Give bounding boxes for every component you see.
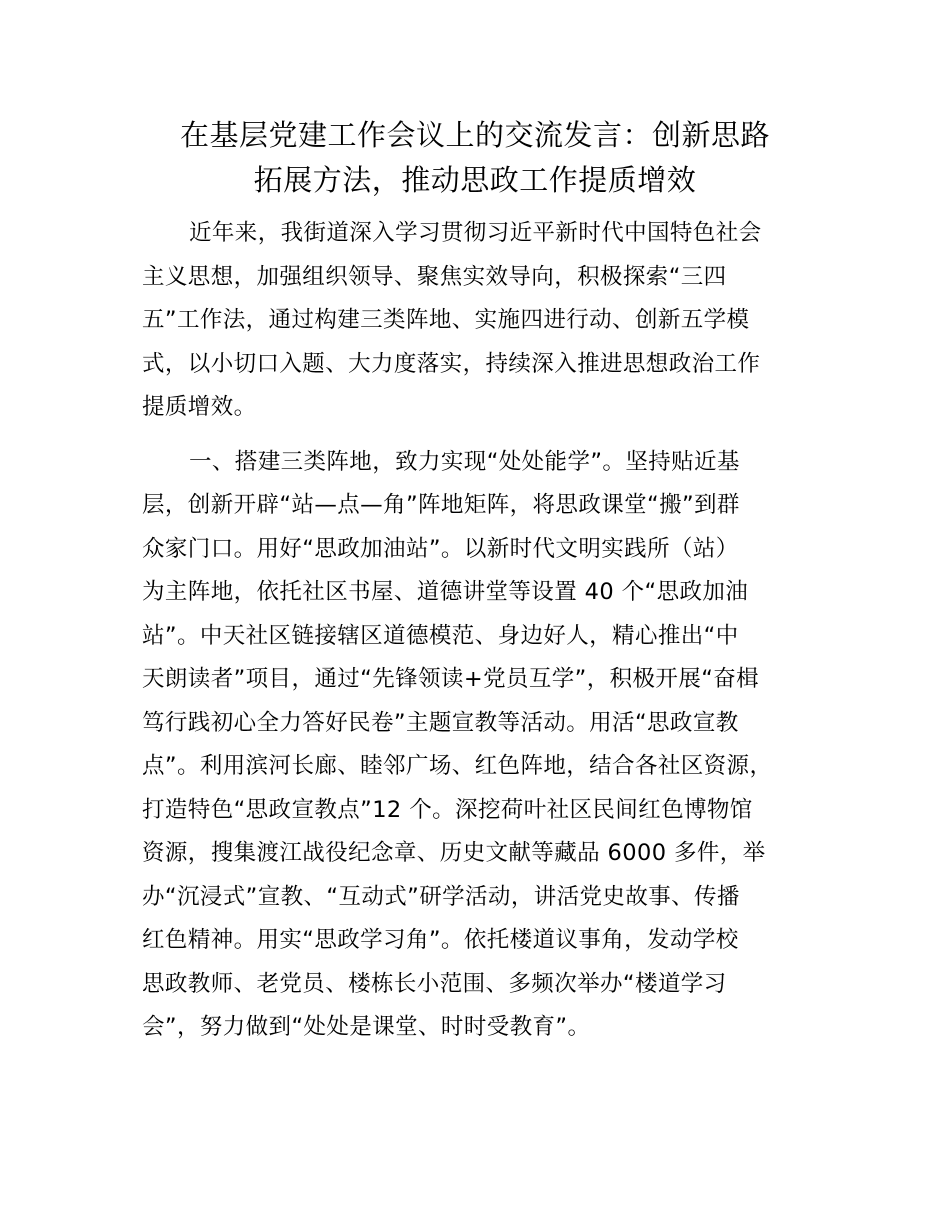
document-body xyxy=(142,212,832,1050)
paragraph-line: 提质增效。 xyxy=(142,394,257,420)
paragraph-line: 一、搭建三类阵地，致力实现“处处能学”。坚持贴近基 xyxy=(189,448,740,475)
paragraph-line: 式，以小切口入题、大力度落实，持续深入推进思想政治工作 xyxy=(142,350,761,377)
paragraph-intro xyxy=(142,212,832,430)
paragraph-line: 思政教师、老党员、楼栋长小范围、多频次举办“楼道学习 xyxy=(142,970,727,997)
paragraph-line: 天朗读者”项目，通过“先锋领读+党员互学”，积极开展“奋楫 xyxy=(142,666,760,692)
paragraph-line: 近年来，我街道深入学习贯彻习近平新时代中国特色社会 xyxy=(189,220,762,246)
paragraph-line: 办“沉浸式”宣教、“互动式”研学活动，讲活党史故事、传播 xyxy=(142,883,740,910)
document-title xyxy=(120,113,830,203)
title-line-2: 拓展方法，推动思政工作提质增效 xyxy=(253,163,697,197)
title-line-1: 在基层党建工作会议上的交流发言：创新思路 xyxy=(179,118,770,152)
paragraph-line: 层，创新开辟“站—点—角”阵地矩阵，将思政课堂“搬”到群 xyxy=(142,492,740,518)
paragraph-line: 站”。中天社区链接辖区道德模范、身边好人，精心推出“中 xyxy=(142,622,739,649)
paragraph-line: 资源，搜集渡江战役纪念章、历史文献等藏品 6000 多件，举 xyxy=(142,840,766,866)
paragraph-section-1 xyxy=(142,441,832,1050)
paragraph-line: 众家门口。用好“思政加油站”。以新时代文明实践所（站） xyxy=(142,535,739,562)
paragraph-line: 红色精神。用实“思政学习角”。依托楼道议事角，发动学校 xyxy=(142,927,739,953)
paragraph-line: 会”，努力做到“处处是课堂、时时受教育”。 xyxy=(142,1014,591,1040)
paragraph-line: 打造特色“思政宣教点”12 个。深挖荷叶社区民间红色博物馆 xyxy=(142,796,753,823)
paragraph-line: 为主阵地，依托社区书屋、道德讲堂等设置 40 个“思政加油 xyxy=(142,579,749,605)
paragraph-line: 主义思想，加强组织领导、聚焦实效导向，积极探索“三四 xyxy=(142,263,727,290)
paragraph-line: 笃行践初心全力答好民卷”主题宣教等活动。用活“思政宣教 xyxy=(142,709,739,736)
paragraph-line: 点”。利用滨河长廊、睦邻广场、红色阵地，结合各社区资源， xyxy=(142,753,773,779)
paragraph-line: 五”工作法，通过构建三类阵地、实施四进行动、创新五学模 xyxy=(142,307,750,333)
